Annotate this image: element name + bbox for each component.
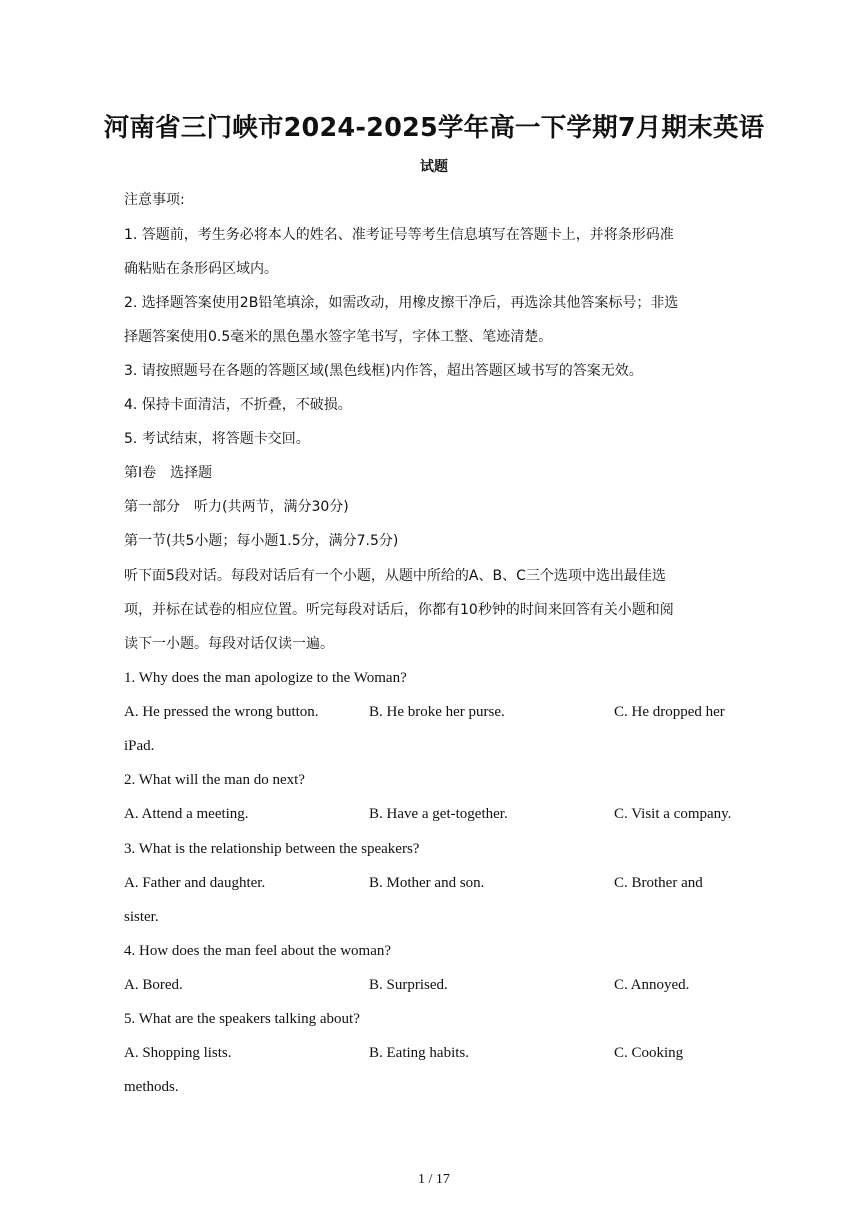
question-5: 5. What are the speakers talking about? — [124, 1011, 360, 1027]
section-heading: 第一节(共5小题；每小题1.5分，满分7.5分) — [124, 533, 399, 549]
notice-heading: 注意事项: — [124, 192, 185, 208]
notice-line: 择题答案使用0.5毫米的黑色墨水签字笔书写，字体工整、笔迹清楚。 — [124, 329, 553, 345]
option-b: B. He broke her purse. — [369, 704, 505, 720]
option-a: A. Bored. — [124, 977, 183, 993]
option-b: B. Have a get-together. — [369, 806, 508, 822]
question-3: 3. What is the relationship between the speakers? — [124, 841, 420, 857]
option-b: B. Surprised. — [369, 977, 448, 993]
notice-line: 3. 请按照题号在各题的答题区域(黑色线框)内作答，超出答题区域书写的答案无效。 — [124, 363, 643, 379]
option-c-continued: iPad. — [124, 738, 155, 754]
option-c: C. Cooking — [614, 1045, 684, 1061]
notice-line: 1. 答题前，考生务必将本人的姓名、准考证号等考生信息填写在答题卡上，并将条形码准 — [124, 227, 674, 243]
page-number: 1 / 17 — [418, 1172, 450, 1187]
option-b: B. Eating habits. — [369, 1045, 469, 1061]
option-b: B. Mother and son. — [369, 875, 485, 891]
page-subtitle: 试题 — [420, 159, 448, 175]
page-title: 河南省三门峡市2024-2025学年高一下学期7月期末英语 — [103, 113, 765, 143]
question-4: 4. How does the man feel about the woman? — [124, 943, 392, 959]
option-c-continued: methods. — [124, 1079, 179, 1095]
instruction-line: 项，并标在试卷的相应位置。听完每段对话后，你都有10秒钟的时间来回答有关小题和阅 — [124, 602, 674, 618]
instruction-line: 听下面5段对话。每段对话后有一个小题，从题中所给的A、B、C三个选项中选出最佳选 — [124, 568, 666, 584]
notice-line: 确粘贴在条形码区域内。 — [124, 261, 278, 277]
part-heading: 第一部分 听力(共两节，满分30分) — [124, 499, 349, 515]
option-a: A. He pressed the wrong button. — [124, 704, 319, 720]
option-a: A. Father and daughter. — [124, 875, 266, 891]
option-a: A. Attend a meeting. — [124, 806, 249, 822]
option-c: C. Visit a company. — [614, 806, 732, 822]
option-c: C. Annoyed. — [614, 977, 690, 993]
option-c: C. Brother and — [614, 875, 703, 891]
notice-line: 5. 考试结束，将答题卡交回。 — [124, 431, 310, 447]
option-c-continued: sister. — [124, 909, 159, 925]
option-a: A. Shopping lists. — [124, 1045, 232, 1061]
notice-line: 2. 选择题答案使用2B铅笔填涂，如需改动，用橡皮擦干净后，再选涂其他答案标号；非选 — [124, 295, 679, 311]
volume-heading: 第Ⅰ卷 选择题 — [124, 465, 213, 481]
question-1: 1. Why does the man apologize to the Woman? — [124, 670, 407, 686]
question-2: 2. What will the man do next? — [124, 772, 305, 788]
option-c: C. He dropped her — [614, 704, 725, 720]
notice-line: 4. 保持卡面清洁，不折叠，不破损。 — [124, 397, 352, 413]
instruction-line: 读下一小题。每段对话仅读一遍。 — [124, 636, 334, 652]
